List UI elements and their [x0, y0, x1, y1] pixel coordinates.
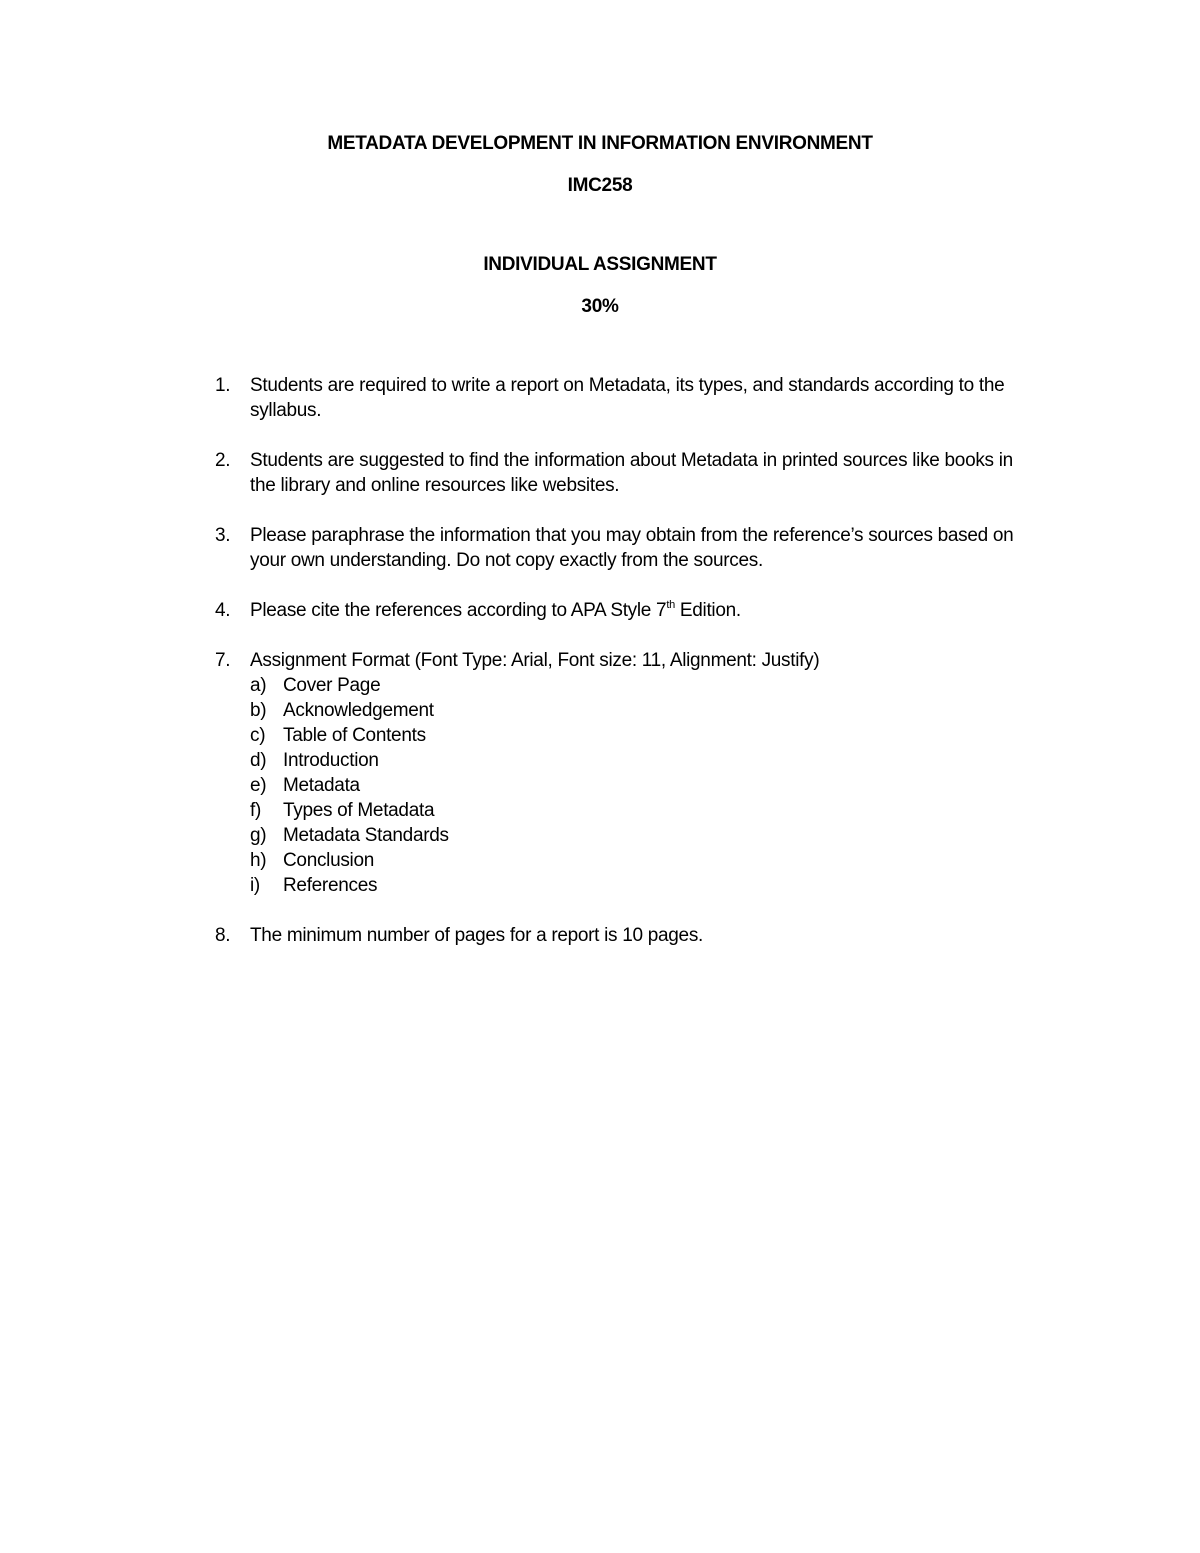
instruction-list [215, 373, 1025, 973]
format-subitem [250, 873, 1025, 898]
instruction-number: 3. [215, 525, 231, 546]
instruction-item [215, 648, 1025, 898]
instruction-text: Students are suggested to find the information about Metadata in printed sources like books in the library and online resources like websites. [250, 450, 1013, 496]
instruction-text: Students are required to write a report on Metadata, its types, and standards according to the syllabus. [250, 375, 1005, 421]
subitem-marker: b) [250, 700, 267, 721]
subitem-text: Metadata Standards [283, 825, 449, 846]
format-subitem [250, 698, 1025, 723]
instruction-text: The minimum number of pages for a report is 10 pages. [250, 925, 703, 946]
subitem-text: Table of Contents [283, 725, 426, 746]
format-subitem [250, 673, 1025, 698]
instruction-number: 4. [215, 600, 231, 621]
ordinal-superscript: th [666, 598, 675, 611]
format-subitem [250, 798, 1025, 823]
instruction-item [215, 598, 1025, 623]
subitem-text: Introduction [283, 750, 379, 771]
subitem-text: Metadata [283, 775, 360, 796]
subitem-marker: e) [250, 775, 267, 796]
instruction-item [215, 373, 1025, 423]
instruction-text: Assignment Format (Font Type: Arial, Font size: 11, Alignment: Justify) [250, 650, 820, 671]
subitem-text: Conclusion [283, 850, 374, 871]
format-subitem [250, 848, 1025, 873]
subitem-marker: g) [250, 825, 267, 846]
subitem-marker: d) [250, 750, 267, 771]
instruction-number: 2. [215, 450, 231, 471]
subitem-marker: a) [250, 675, 267, 696]
instruction-text-main: Please cite the references according to APA Style 7 [250, 600, 667, 621]
instruction-text [250, 600, 741, 621]
instruction-item [215, 523, 1025, 573]
assignment-weight: 30% [581, 296, 619, 317]
document-title: METADATA DEVELOPMENT IN INFORMATION ENVIRONMENT [327, 133, 873, 154]
format-subitem [250, 773, 1025, 798]
subitem-marker: h) [250, 850, 267, 871]
instruction-number: 8. [215, 925, 231, 946]
instruction-text-end: Edition. [674, 600, 741, 621]
course-code: IMC258 [567, 175, 633, 196]
instruction-number: 1. [215, 375, 231, 396]
format-subitem [250, 748, 1025, 773]
assignment-type: INDIVIDUAL ASSIGNMENT [483, 254, 717, 275]
instruction-item [215, 448, 1025, 498]
subitem-text: Types of Metadata [283, 800, 435, 821]
format-subitem [250, 723, 1025, 748]
subitem-text: Acknowledgement [283, 700, 434, 721]
instruction-item [215, 923, 1025, 948]
subitem-marker: i) [250, 875, 260, 896]
subitem-text: References [283, 875, 378, 896]
subitem-marker: f) [250, 800, 262, 821]
format-subitem [250, 823, 1025, 848]
subitem-text: Cover Page [283, 675, 381, 696]
instruction-number: 7. [215, 650, 231, 671]
subitem-marker: c) [250, 725, 266, 746]
instruction-text: Please paraphrase the information that you may obtain from the reference’s sources based on your own understanding. Do not copy exactly from the sources. [250, 525, 1014, 571]
